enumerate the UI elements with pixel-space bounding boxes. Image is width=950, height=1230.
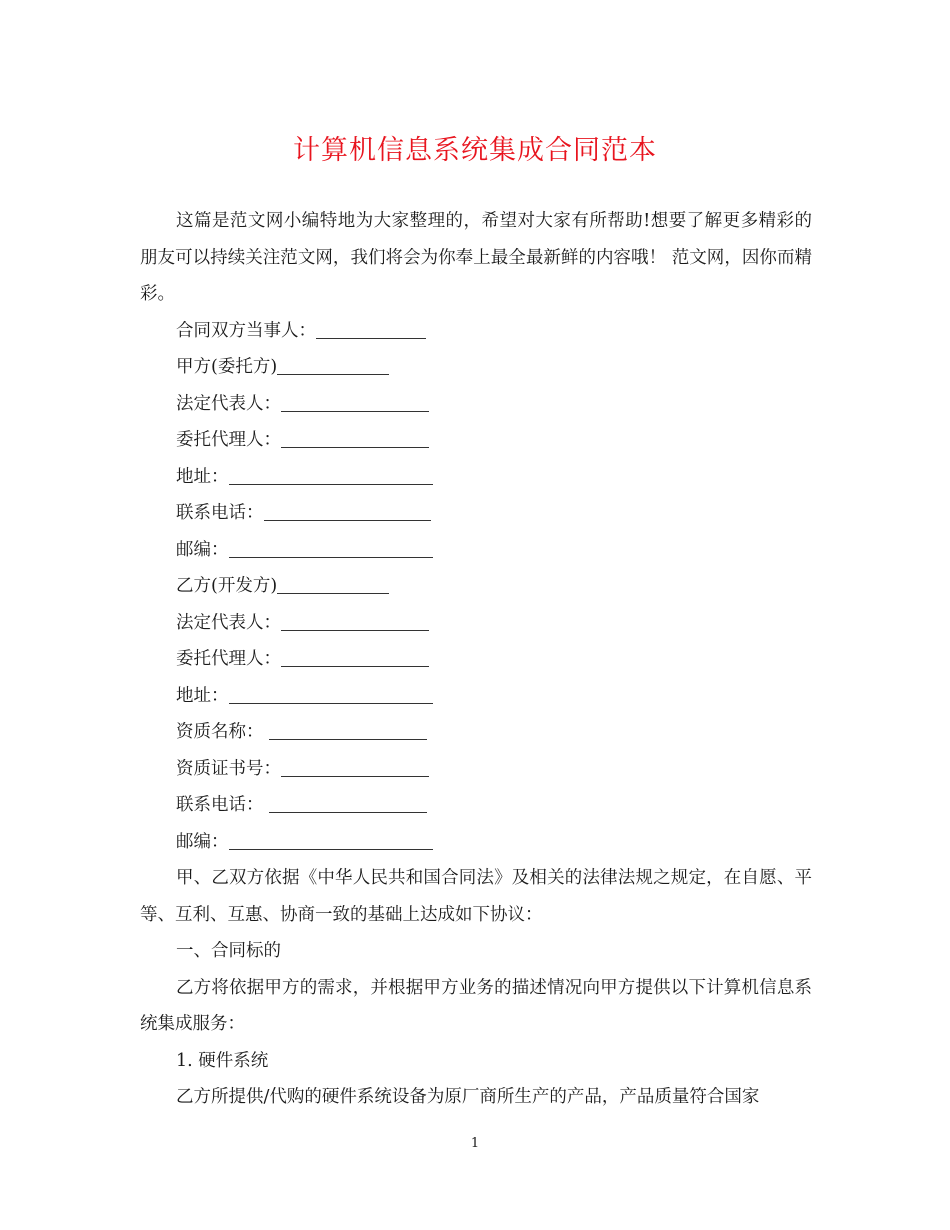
- field-label: 委托代理人：: [176, 649, 281, 669]
- blank-line: [229, 535, 433, 558]
- page-number: 1: [470, 1136, 480, 1151]
- agreement-paragraph: 甲、乙双方依据《中华人民共和国合同法》及相关的法律法规之规定，在自愿、平等、互利、互惠、协商一致的基础上达成如下协议：: [140, 868, 812, 925]
- blank-line: [269, 790, 427, 813]
- field-label: 联系电话：: [176, 503, 264, 523]
- field-qualification-name: [140, 714, 812, 751]
- field-label: 联系电话：: [176, 795, 270, 815]
- blank-line: [316, 316, 426, 339]
- field-a-phone: [140, 495, 812, 532]
- field-a-agent: [140, 422, 812, 459]
- field-b-postcode: [140, 824, 812, 861]
- blank-line: [281, 608, 429, 631]
- field-label: 资质名称：: [176, 722, 270, 742]
- field-a-postcode: [140, 532, 812, 569]
- field-label: 地址：: [176, 685, 229, 706]
- field-label: 法定代表人：: [176, 393, 281, 414]
- field-qualification-number: [140, 751, 812, 788]
- field-label: 邮编：: [176, 831, 229, 852]
- blank-line: [281, 389, 429, 412]
- field-b-address: [140, 678, 812, 715]
- document-title: 计算机信息系统集成合同范本: [293, 135, 657, 166]
- section-paragraph: 乙方将依据甲方的需求，并根据甲方业务的描述情况向甲方提供以下计算机信息系统集成服务：: [140, 977, 812, 1034]
- section-heading: 一、合同标的: [176, 941, 281, 961]
- subsection-paragraph: 乙方所提供/代购的硬件系统设备为原厂商所生产的产品，产品质量符合国家: [176, 1087, 760, 1107]
- field-label: 邮编：: [176, 539, 229, 560]
- subsection-heading: 1. 硬件系统: [176, 1050, 269, 1071]
- field-label: 地址：: [176, 466, 229, 487]
- field-party-b: [140, 568, 812, 605]
- document-body: [140, 203, 812, 1116]
- blank-line: [229, 462, 433, 485]
- field-b-phone: [140, 787, 812, 824]
- intro-paragraph: 这篇是范文网小编特地为大家整理的，希望对大家有所帮助!想要了解更多精彩的朋友可以持续关注范文网，我们将会为你奉上最全最新鲜的内容哦！ 范文网，因你而精彩。: [140, 211, 812, 304]
- blank-line: [281, 425, 429, 448]
- blank-line: [229, 827, 433, 850]
- blank-line: [277, 571, 389, 594]
- field-party-a: [140, 349, 812, 386]
- field-b-legal-representative: [140, 605, 812, 642]
- field-label: 甲方(委托方): [176, 357, 278, 377]
- field-a-legal-representative: [140, 386, 812, 423]
- field-label: 乙方(开发方): [176, 576, 278, 596]
- blank-line: [277, 352, 389, 375]
- field-label: 委托代理人：: [176, 430, 281, 450]
- field-a-address: [140, 459, 812, 496]
- blank-line: [281, 754, 429, 777]
- field-parties: [140, 313, 812, 350]
- field-label: 法定代表人：: [176, 612, 281, 633]
- field-label: 资质证书号：: [176, 758, 281, 779]
- field-b-agent: [140, 641, 812, 678]
- field-label: 合同双方当事人：: [176, 320, 316, 341]
- blank-line: [269, 717, 427, 740]
- blank-line: [264, 498, 431, 521]
- blank-line: [281, 644, 429, 667]
- blank-line: [229, 681, 433, 704]
